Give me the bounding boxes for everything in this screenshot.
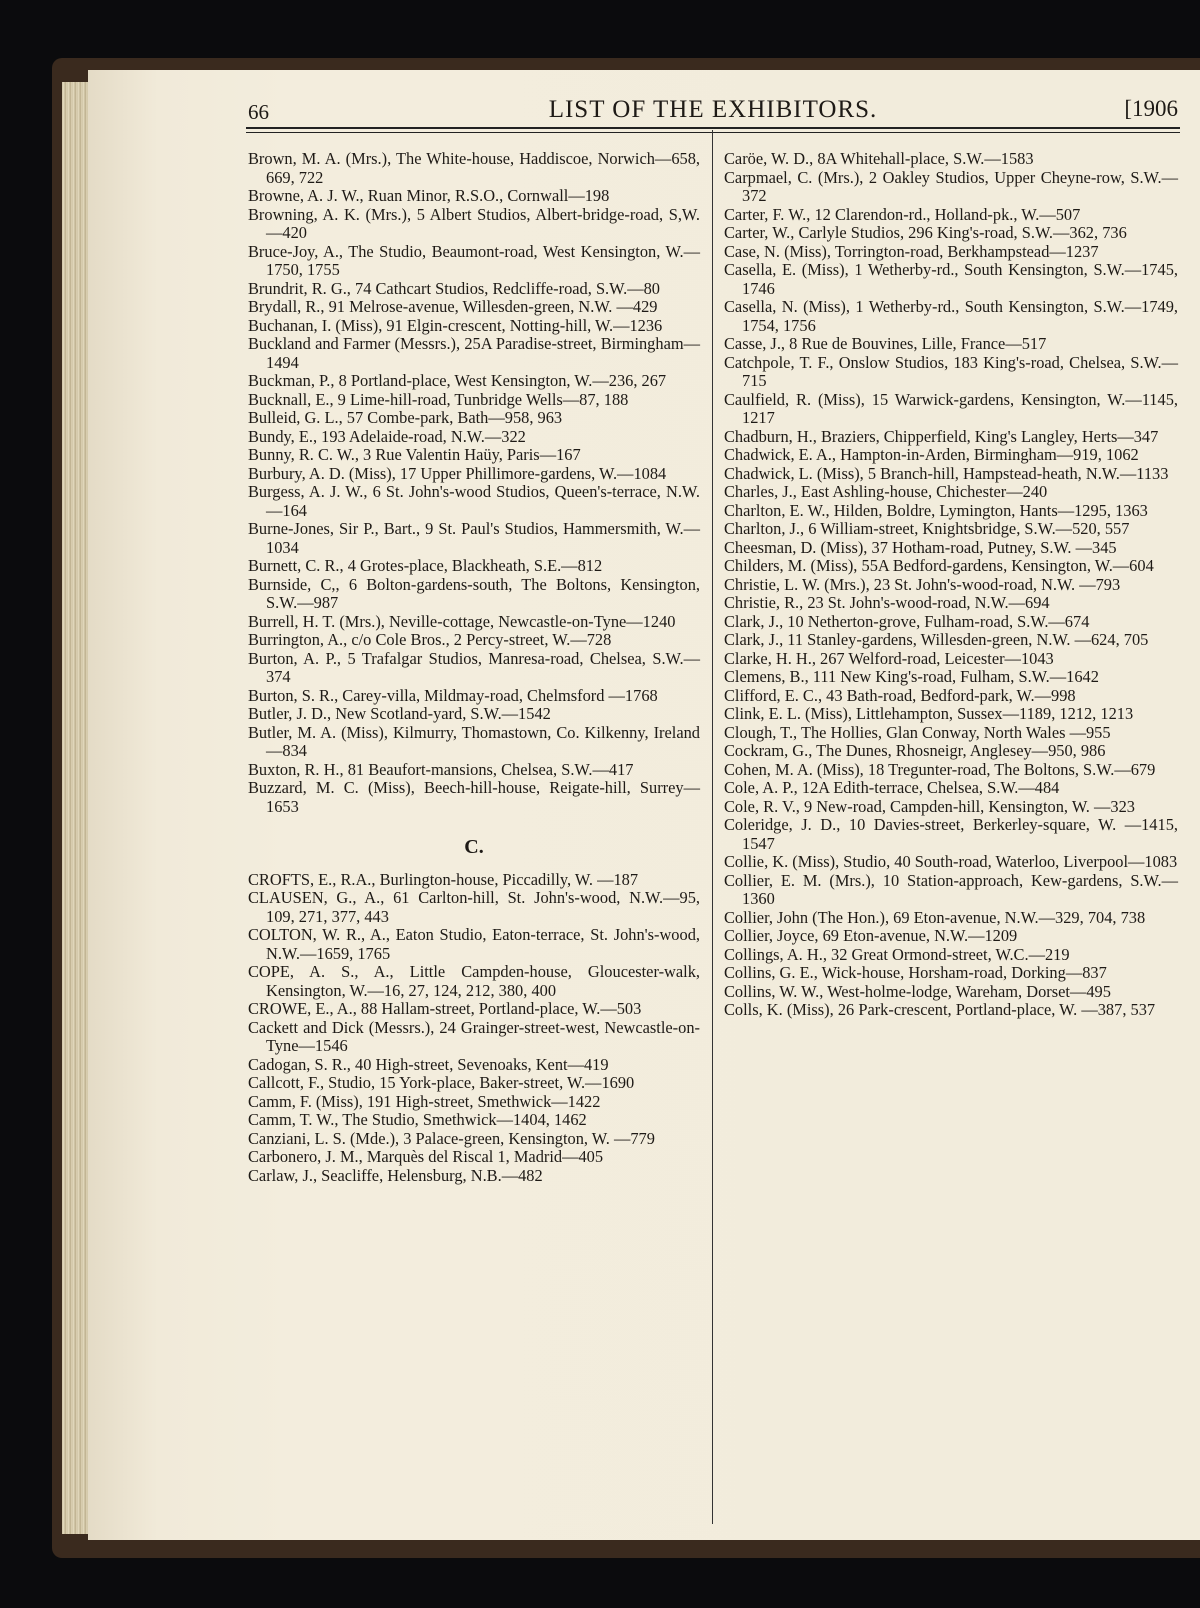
exhibitor-entry: Caulfield, R. (Miss), 15 Warwick-gardens, Kensington, W.—1145, 1217 <box>724 389 1178 427</box>
exhibitor-entry: Collie, K. (Miss), Studio, 40 South-road, Waterloo, Liverpool—1083 <box>724 852 1178 871</box>
exhibitor-entry: Charlton, J., 6 William-street, Knightsbridge, S.W.—520, 557 <box>724 519 1130 538</box>
exhibitor-entry: Burton, A. P., 5 Trafalgar Studios, Manresa-road, Chelsea, S.W.—374 <box>248 648 700 686</box>
exhibitor-entry: Collier, E. M. (Mrs.), 10 Station-approach, Kew-gardens, S.W.—1360 <box>724 870 1178 908</box>
exhibitor-entry: Carpmael, C. (Mrs.), 2 Oakley Studios, Upper Cheyne-row, S.W.—372 <box>724 167 1178 205</box>
exhibitor-entry: Clarke, H. H., 267 Welford-road, Leicester—1043 <box>724 648 1054 668</box>
exhibitor-entry: Christie, R., 23 St. John's-wood-road, N.W.—694 <box>724 593 1050 612</box>
exhibitor-entry: Burbury, A. D. (Miss), 17 Upper Phillimore-gardens, W.—1084 <box>248 463 667 483</box>
page-number: 66 <box>248 100 269 124</box>
exhibitor-entry: Collings, A. H., 32 Great Ormond-street, W.C.—219 <box>724 944 1070 964</box>
exhibitor-entry: Collier, John (The Hon.), 69 Eton-avenue, N.W.—329, 704, 738 <box>724 907 1146 927</box>
exhibitor-entry: COPE, A. S., A., Little Campden-house, Gloucester-walk, Kensington, W.—16, 27, 124, 212, 380, 400 <box>248 962 700 1000</box>
exhibitor-entry: Browning, A. K. (Mrs.), 5 Albert Studios, Albert-bridge-road, S,W.—420 <box>248 204 700 242</box>
exhibitor-entry: Clark, J., 10 Netherton-grove, Fulham-road, S.W.—674 <box>724 611 1090 631</box>
exhibitor-entry: Chadburn, H., Braziers, Chipperfield, King's Langley, Herts—347 <box>724 426 1159 446</box>
exhibitor-entry: Burton, S. R., Carey-villa, Mildmay-road, Chelmsford —1768 <box>248 685 658 705</box>
exhibitor-entry: Charles, J., East Ashling-house, Chichester—240 <box>724 482 1048 501</box>
exhibitor-entry: Burrington, A., c/o Cole Bros., 2 Percy-street, W.—728 <box>248 630 612 649</box>
exhibitor-entry: Christie, L. W. (Mrs.), 23 St. John's-wood-road, N.W. —793 <box>724 574 1121 594</box>
exhibitor-entry: Brundrit, R. G., 74 Cathcart Studios, Redcliffe-road, S.W.—80 <box>248 278 660 298</box>
exhibitor-entry: Cole, A. P., 12A Edith-terrace, Chelsea, S.W.—484 <box>724 778 1060 797</box>
exhibitor-entry: Casella, E. (Miss), 1 Wetherby-rd., South Kensington, S.W.—1745, 1746 <box>724 260 1178 298</box>
exhibitor-entry: Caröe, W. D., 8A Whitehall-place, S.W.—1583 <box>724 149 1034 168</box>
exhibitor-entry: Clough, T., The Hollies, Glan Conway, North Wales —955 <box>724 722 1111 742</box>
page-title: LIST OF THE EXHIBITORS. <box>548 96 878 123</box>
exhibitor-entry: Collins, G. E., Wick-house, Horsham-road, Dorking—837 <box>724 963 1107 982</box>
entries-c-list <box>248 871 700 1186</box>
exhibitor-entry: Clifford, E. C., 43 Bath-road, Bedford-park, W.—998 <box>724 685 1076 705</box>
exhibitor-entry: Butler, M. A. (Miss), Kilmurry, Thomastown, Co. Kilkenny, Ireland—834 <box>248 722 700 760</box>
exhibitor-entry: Burrell, H. T. (Mrs.), Neville-cottage, Newcastle-on-Tyne—1240 <box>248 611 676 631</box>
exhibitor-entry: Clink, E. L. (Miss), Littlehampton, Sussex—1189, 1212, 1213 <box>724 704 1134 723</box>
exhibitor-entry: Charlton, E. W., Hilden, Boldre, Lymington, Hants—1295, 1363 <box>724 500 1148 520</box>
exhibitor-entry: Carlaw, J., Seacliffe, Helensburg, N.B.—482 <box>248 1165 543 1185</box>
exhibitor-entry: Bucknall, E., 9 Lime-hill-road, Tunbridge Wells—87, 188 <box>248 389 629 409</box>
exhibitor-entry: Chadwick, L. (Miss), 5 Branch-hill, Hampstead-heath, N.W.—1133 <box>724 463 1169 483</box>
exhibitor-entry: Cackett and Dick (Messrs.), 24 Grainger-street-west, Newcastle-on-Tyne—1546 <box>248 1017 700 1055</box>
exhibitor-entry: Collins, W. W., West-holme-lodge, Wareham, Dorset—495 <box>724 981 1111 1001</box>
document-page <box>88 70 1200 1540</box>
exhibitor-entry: Clark, J., 11 Stanley-gardens, Willesden-green, N.W. —624, 705 <box>724 630 1149 649</box>
exhibitor-entry: Bruce-Joy, A., The Studio, Beaumont-road, West Kensington, W.—1750, 1755 <box>248 241 700 279</box>
exhibitor-entry: Chadwick, E. A., Hampton-in-Arden, Birmingham—919, 1062 <box>724 445 1139 464</box>
exhibitor-entry: Burgess, A. J. W., 6 St. John's-wood Studios, Queen's-terrace, N.W.—164 <box>248 482 700 520</box>
exhibitor-entry: Browne, A. J. W., Ruan Minor, R.S.O., Cornwall—198 <box>248 186 610 205</box>
right-column <box>724 150 1178 1020</box>
exhibitor-entry: Bunny, R. C. W., 3 Rue Valentin Haüy, Paris—167 <box>248 445 581 464</box>
column-divider <box>712 130 713 1524</box>
exhibitor-entry: CROFTS, E., R.A., Burlington-house, Piccadilly, W. —187 <box>248 869 639 889</box>
exhibitor-entry: Carter, W., Carlyle Studios, 296 King's-road, S.W.—362, 736 <box>724 223 1127 242</box>
exhibitor-entry: Carbonero, J. M., Marquès del Riscal 1, Madrid—405 <box>248 1147 604 1166</box>
exhibitor-entry: Clemens, B., 111 New King's-road, Fulham, S.W.—1642 <box>724 667 1099 686</box>
exhibitor-entry: COLTON, W. R., A., Eaton Studio, Eaton-terrace, St. John's-wood, N.W.—1659, 1765 <box>248 925 700 963</box>
entries-c-continued-list <box>724 150 1178 1020</box>
exhibitor-entry: Buckman, P., 8 Portland-place, West Kensington, W.—236, 267 <box>248 371 667 390</box>
exhibitor-entry: Brydall, R., 91 Melrose-avenue, Willesden-green, N.W. —429 <box>248 297 658 316</box>
exhibitor-entry: Coleridge, J. D., 10 Davies-street, Berkerley-square, W. —1415, 1547 <box>724 815 1178 853</box>
exhibitor-entry: Camm, T. W., The Studio, Smethwick—1404, 1462 <box>248 1110 587 1129</box>
exhibitor-entry: Camm, F. (Miss), 191 High-street, Smethwick—1422 <box>248 1091 601 1111</box>
exhibitor-entry: Callcott, F., Studio, 15 York-place, Baker-street, W.—1690 <box>248 1073 635 1092</box>
exhibitor-entry: Cohen, M. A. (Miss), 18 Tregunter-road, The Boltons, S.W.—679 <box>724 759 1156 779</box>
exhibitor-entry: Buckland and Farmer (Messrs.), 25A Paradise-street, Birmingham—1494 <box>248 334 700 372</box>
section-heading-c: C. <box>464 836 484 858</box>
exhibitor-entry: Colls, K. (Miss), 26 Park-crescent, Portland-place, W. —387, 537 <box>724 1000 1156 1019</box>
exhibitor-entry: Bundy, E., 193 Adelaide-road, N.W.—322 <box>248 426 526 446</box>
exhibitor-entry: Carter, F. W., 12 Clarendon-rd., Holland-pk., W.—507 <box>724 204 1081 224</box>
page-year: [1906 <box>1124 96 1178 121</box>
exhibitor-entry: Buchanan, I. (Miss), 91 Elgin-crescent, Notting-hill, W.—1236 <box>248 315 663 335</box>
exhibitor-entry: Burnside, C,, 6 Bolton-gardens-south, The Boltons, Kensington, S.W.—987 <box>248 574 700 612</box>
exhibitor-entry: CLAUSEN, G., A., 61 Carlton-hill, St. John's-wood, N.W.—95, 109, 271, 377, 443 <box>248 888 700 926</box>
exhibitor-entry: Cadogan, S. R., 40 High-street, Sevenoaks, Kent—419 <box>248 1054 609 1074</box>
exhibitor-entry: Collier, Joyce, 69 Eton-avenue, N.W.—1209 <box>724 926 1018 945</box>
exhibitor-entry: Catchpole, T. F., Onslow Studios, 183 King's-road, Chelsea, S.W.—715 <box>724 352 1178 390</box>
header-rule <box>246 127 1180 133</box>
exhibitor-entry: Canziani, L. S. (Mde.), 3 Palace-green, Kensington, W. —779 <box>248 1128 655 1148</box>
exhibitor-entry: CROWE, E., A., 88 Hallam-street, Portland-place, W.—503 <box>248 999 642 1018</box>
exhibitor-entry: Childers, M. (Miss), 55A Bedford-gardens, Kensington, W.—604 <box>724 556 1154 575</box>
entries-b-list <box>248 150 700 816</box>
exhibitor-entry: Cheesman, D. (Miss), 37 Hotham-road, Putney, S.W. —345 <box>724 537 1117 557</box>
exhibitor-entry: Bulleid, G. L., 57 Combe-park, Bath—958, 963 <box>248 408 563 427</box>
exhibitor-entry: Burnett, C. R., 4 Grotes-place, Blackheath, S.E.—812 <box>248 556 603 575</box>
exhibitor-entry: Burne-Jones, Sir P., Bart., 9 St. Paul's Studios, Hammersmith, W.—1034 <box>248 519 700 557</box>
exhibitor-entry: Butler, J. D., New Scotland-yard, S.W.—1542 <box>248 704 551 723</box>
exhibitor-entry: Brown, M. A. (Mrs.), The White-house, Haddiscoe, Norwich—658, 669, 722 <box>248 149 700 187</box>
exhibitor-entry: Buxton, R. H., 81 Beaufort-mansions, Chelsea, S.W.—417 <box>248 759 634 779</box>
exhibitor-entry: Case, N. (Miss), Torrington-road, Berkhampstead—1237 <box>724 241 1099 261</box>
exhibitor-entry: Cockram, G., The Dunes, Rhosneigr, Anglesey—950, 986 <box>724 741 1106 760</box>
exhibitor-entry: Casella, N. (Miss), 1 Wetherby-rd., South Kensington, S.W.—1749, 1754, 1756 <box>724 297 1178 335</box>
exhibitor-entry: Casse, J., 8 Rue de Bouvines, Lille, France—517 <box>724 334 1047 353</box>
left-column <box>248 150 700 1185</box>
exhibitor-entry: Cole, R. V., 9 New-road, Campden-hill, Kensington, W. —323 <box>724 796 1135 816</box>
exhibitor-entry: Buzzard, M. C. (Miss), Beech-hill-house, Reigate-hill, Surrey—1653 <box>248 778 700 816</box>
